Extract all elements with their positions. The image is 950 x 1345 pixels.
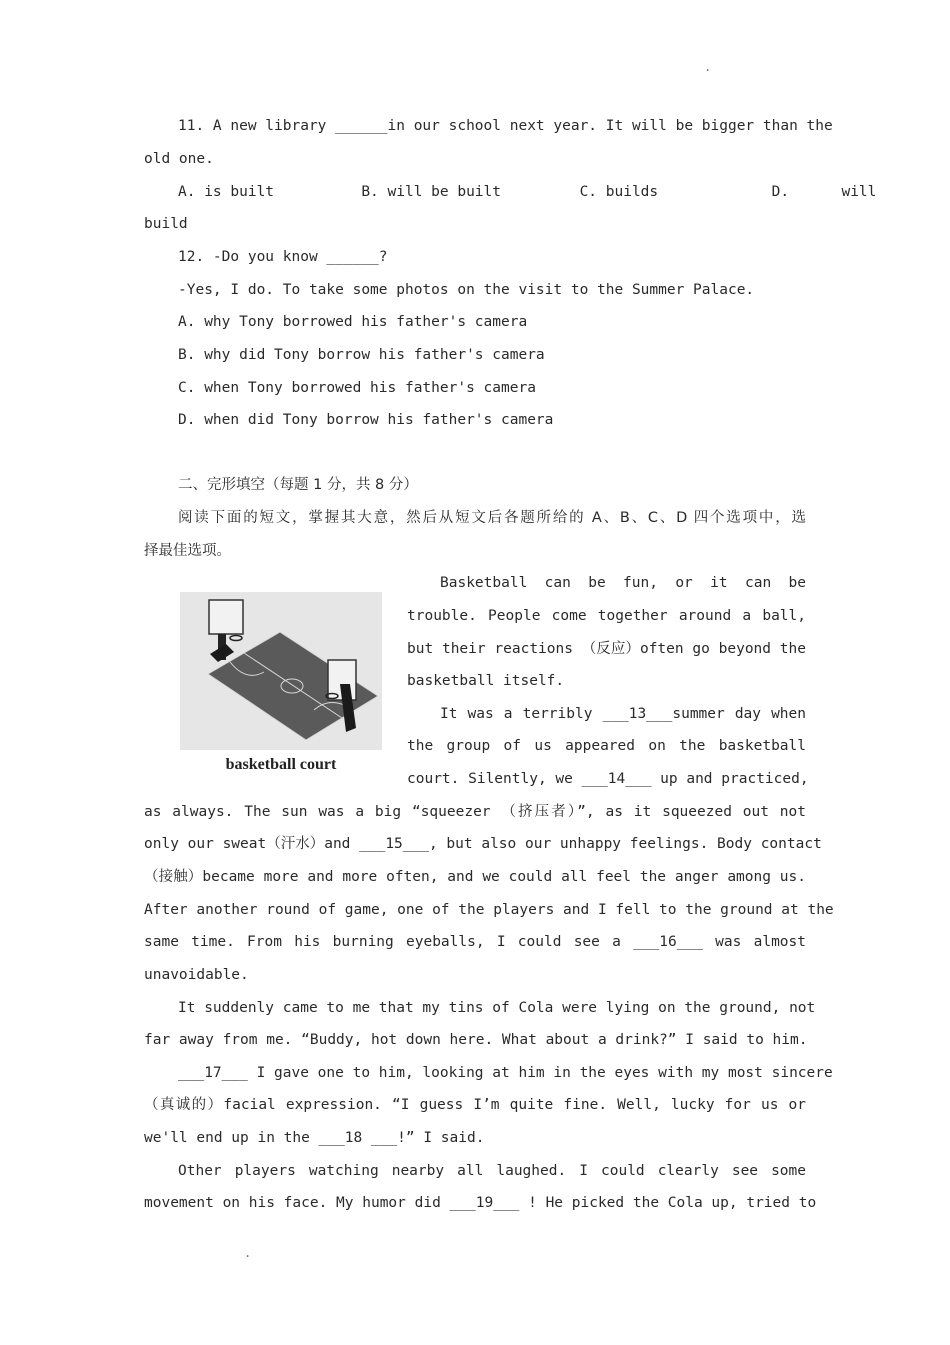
basketball-court-image xyxy=(180,592,382,750)
question-12-stem: 12. -Do you know ______? xyxy=(178,249,388,265)
basketball-court-figure xyxy=(180,592,382,750)
passage-line-10: （接触）became more and more often, and we could all feel the anger among us. xyxy=(144,869,806,885)
passage-line-11: After another round of game, one of the players and I fell to the ground at the xyxy=(144,902,834,918)
question-11-stem: 11. A new library ______in our school next year. It will be bigger than the xyxy=(178,118,833,134)
passage-line-4: basketball itself. xyxy=(407,673,565,689)
passage-line-18: we'll end up in the ___18 ___!” I said. xyxy=(144,1130,485,1146)
passage-line-8: as always. The sun was a big “squeezer （挤压者）”, as it squeezed out not xyxy=(144,804,806,820)
passage-line-6: the group of us appeared on the basketball xyxy=(407,738,806,754)
passage-line-13: unavoidable. xyxy=(144,967,249,983)
question-12-option-b: B. why did Tony borrow his father's camera xyxy=(178,347,545,363)
top-dot-mark: . xyxy=(704,60,712,74)
question-11-options: A. is built B. will be built C. builds D. will xyxy=(178,184,877,200)
passage-line-17: （真诚的）facial expression. “I guess I’m quite fine. Well, lucky for us or xyxy=(144,1097,806,1113)
section-instructions: 阅读下面的短文，掌握其大意，然后从短文后各题所给的 A、B、C、D 四个选项中，选 xyxy=(178,510,806,526)
question-11-stem-cont: old one. xyxy=(144,151,214,167)
passage-line-14: It suddenly came to me that my tins of Cola were lying on the ground, not xyxy=(178,1000,816,1016)
passage-line-9: only our sweat（汗水）and ___15___, but also our unhappy feelings. Body contact xyxy=(144,836,822,852)
section-instructions-cont: 择最佳选项。 xyxy=(144,543,231,559)
passage-line-3: but their reactions （反应）often go beyond the xyxy=(407,641,806,657)
passage-line-15: far away from me. “Buddy, hot down here. What about a drink?” I said to him. xyxy=(144,1032,808,1048)
passage-line-7: court. Silently, we ___14___ up and practiced, xyxy=(407,771,809,787)
question-11-options-cont: build xyxy=(144,216,188,232)
passage-line-19: Other players watching nearby all laughed. I could clearly see some xyxy=(178,1163,806,1179)
question-12-option-d: D. when did Tony borrow his father's camera xyxy=(178,412,554,428)
bottom-dot-mark: . xyxy=(244,1246,252,1260)
passage-line-5: It was a terribly ___13___summer day when xyxy=(440,706,806,722)
passage-line-12: same time. From his burning eyeballs, I could see a ___16___ was almost xyxy=(144,934,806,950)
passage-line-1: Basketball can be fun, or it can be xyxy=(440,575,806,591)
passage-line-2: trouble. People come together around a ball, xyxy=(407,608,806,624)
section-heading: 二、完形填空（每题 1 分，共 8 分） xyxy=(178,477,418,493)
question-12-answer: -Yes, I do. To take some photos on the visit to the Summer Palace. xyxy=(178,282,755,298)
question-12-option-a: A. why Tony borrowed his father's camera xyxy=(178,314,528,330)
passage-line-20: movement on his face. My humor did ___19___ ! He picked the Cola up, tried to xyxy=(144,1195,817,1211)
passage-line-16: ___17___ I gave one to him, looking at him in the eyes with my most sincere xyxy=(178,1065,833,1081)
figure-caption: basketball court xyxy=(225,756,337,773)
question-12-option-c: C. when Tony borrowed his father's camera xyxy=(178,380,536,396)
